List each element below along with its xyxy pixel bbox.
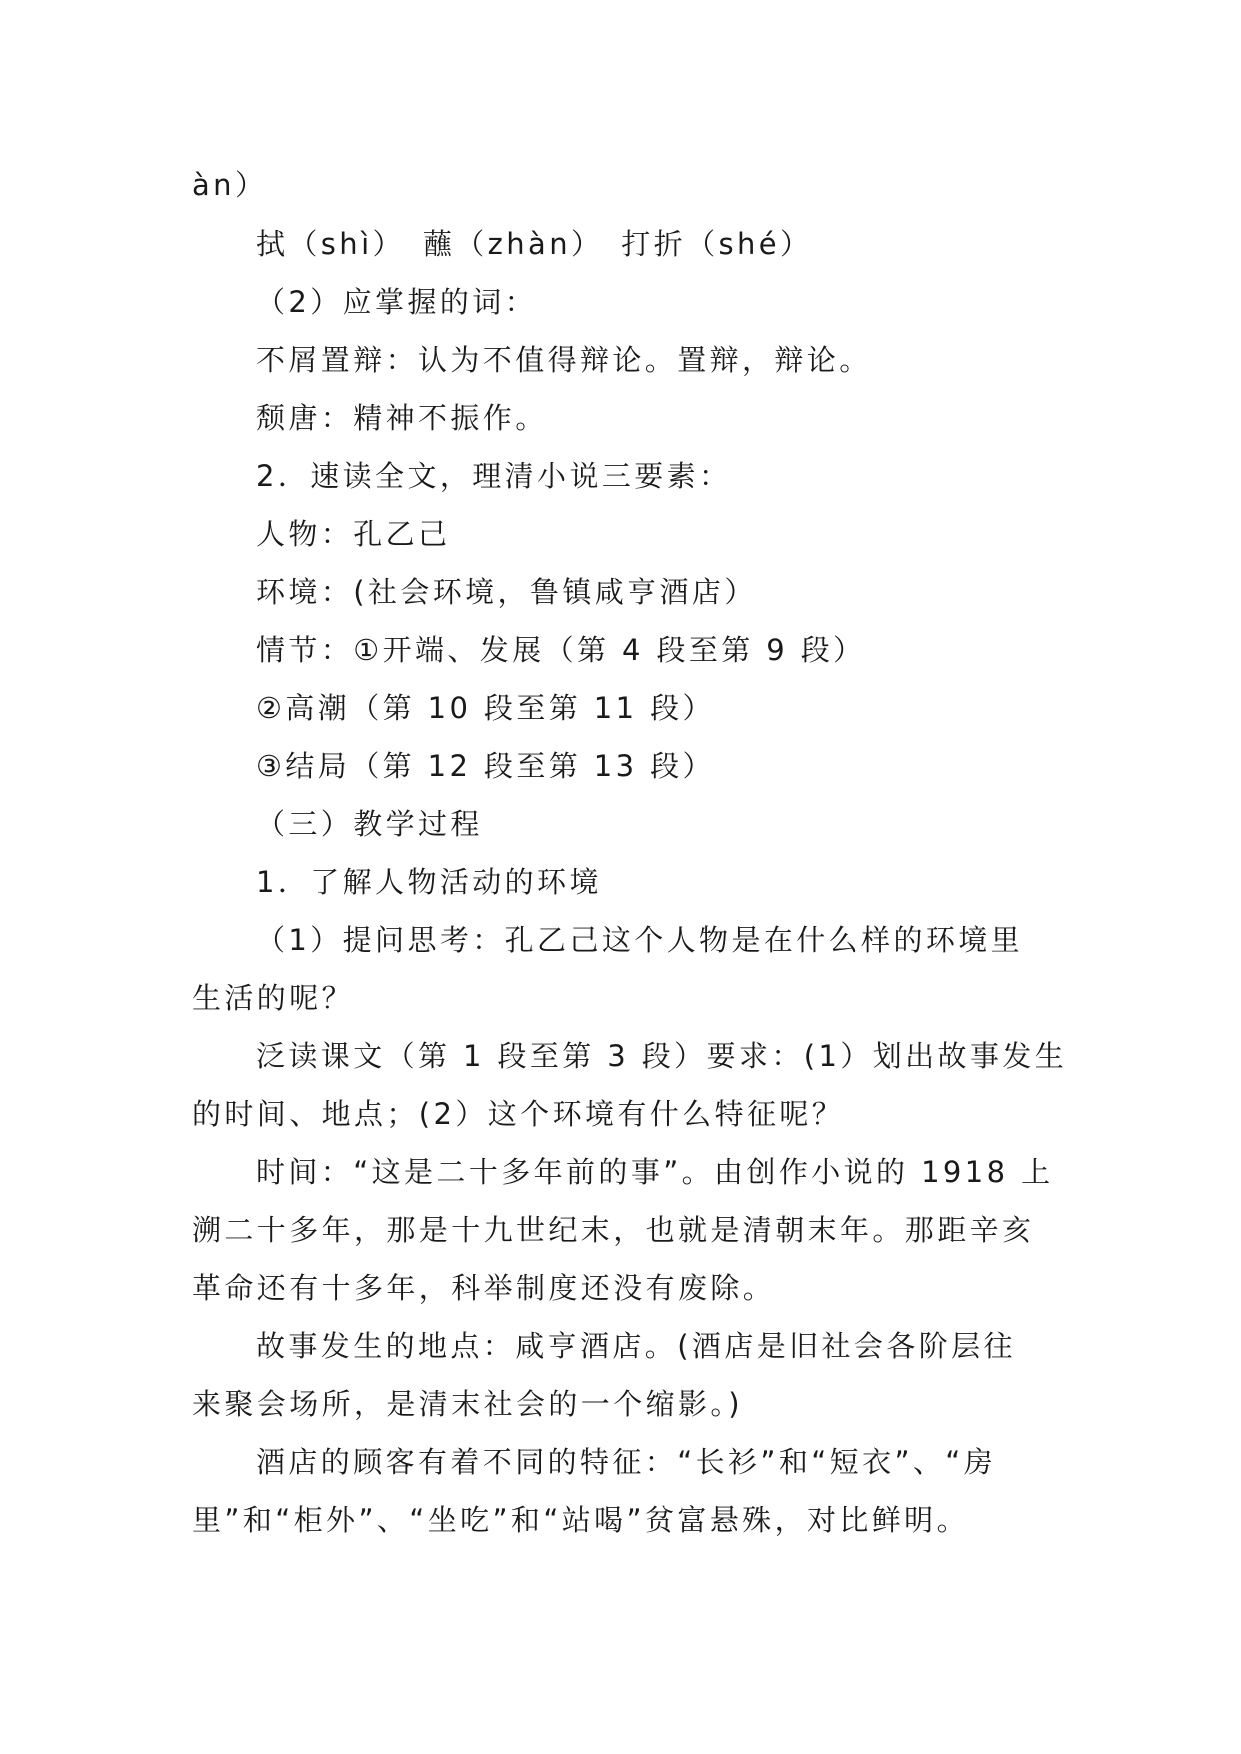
text-line: 人物：孔乙己 [256, 517, 451, 551]
text-line: ②高潮（第 10 段至第 11 段） [256, 691, 715, 725]
text-line: （2）应掌握的词： [256, 285, 538, 319]
text-line: 里”和“柜外”、“坐吃”和“站喝”贫富悬殊，对比鲜明。 [192, 1503, 969, 1537]
text-line: 的时间、地点；(2）这个环境有什么特征呢？ [192, 1097, 845, 1131]
text-line: 革命还有十多年，科举制度还没有废除。 [192, 1271, 776, 1305]
text-line: 生活的呢？ [192, 981, 355, 1015]
text-line: 故事发生的地点：咸亨酒店。(酒店是旧社会各阶层往 [256, 1329, 1016, 1363]
text-line: 泛读课文（第 1 段至第 3 段）要求：(1）划出故事发生 [256, 1039, 1068, 1073]
text-line: 2．速读全文，理清小说三要素： [256, 459, 732, 493]
text-line: 时间：“这是二十多年前的事”。由创作小说的 1918 上 [256, 1155, 1054, 1189]
text-line: 拭（shì） 蘸（zhàn） 打折（shé） [256, 227, 813, 261]
text-line: 溯二十多年，那是十九世纪末，也就是清朝末年。那距辛亥 [192, 1213, 1035, 1247]
text-line: ③结局（第 12 段至第 13 段） [256, 749, 715, 783]
text-line: （1）提问思考：孔乙己这个人物是在什么样的环境里 [256, 923, 1024, 957]
text-line: 不屑置辩：认为不值得辩论。置辩，辩论。 [256, 343, 872, 377]
text-line: 酒店的顾客有着不同的特征：“长衫”和“短衣”、“房 [256, 1445, 997, 1479]
text-line: àn） [192, 168, 268, 202]
text-line: 颓唐：精神不振作。 [256, 401, 548, 435]
text-line: 1．了解人物活动的环境 [256, 865, 602, 899]
text-line: 环境：(社会环境，鲁镇咸亨酒店） [256, 575, 757, 609]
text-line: 情节：①开端、发展（第 4 段至第 9 段） [256, 633, 866, 667]
text-line: 来聚会场所，是清末社会的一个缩影。) [192, 1387, 744, 1421]
text-line: （三）教学过程 [256, 807, 483, 841]
